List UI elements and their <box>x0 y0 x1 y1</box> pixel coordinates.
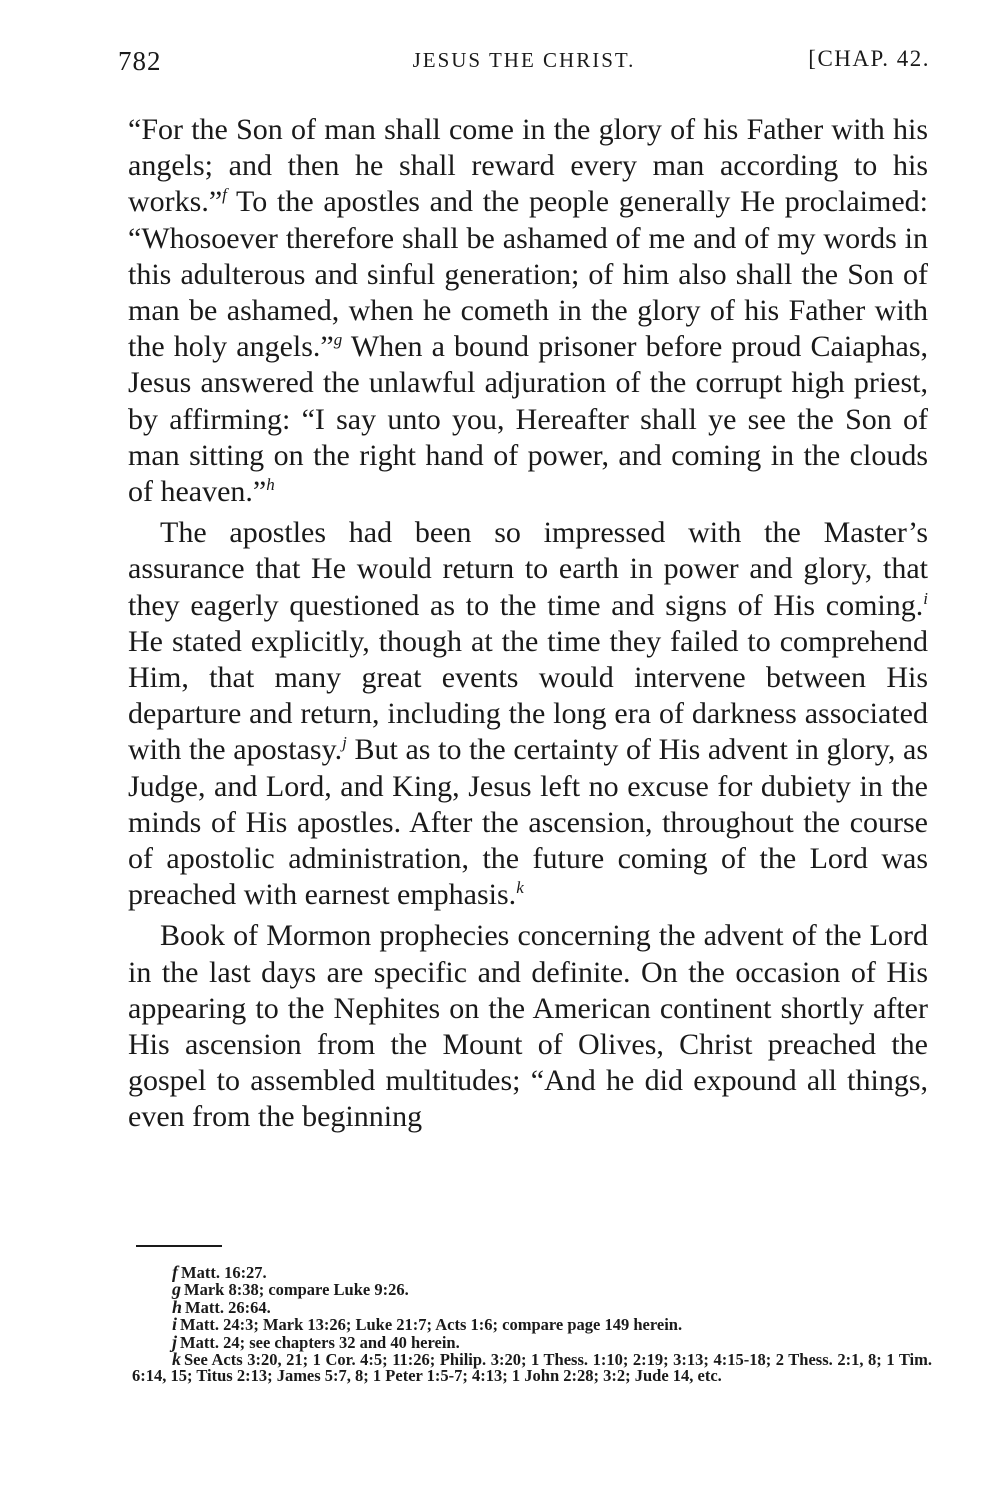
chapter-label: [CHAP. 42. <box>808 46 930 71</box>
footnote-text: Matt. 16:27. <box>181 1263 267 1282</box>
main-text <box>128 112 928 1136</box>
paragraph-text: When a bound prisoner before proud Caiaphas, Jesus answered the unlawful adjuration of the corrupt high priest, by affirming: “I say unto you, Hereafter shall ye see the Son of man sitting on the right hand of power, and coming in the clouds of heaven.” <box>128 330 928 509</box>
page-number: 782 <box>118 46 162 76</box>
paragraph-text: He stated explicitly, though at the time they failed to comprehend Him, that many great events would intervene between His departure and return, including the long era of darkness associated with the apostasy. <box>128 624 928 767</box>
page-header <box>118 46 930 90</box>
footnote-marker: g <box>172 1279 181 1300</box>
footnote-reference[interactable]: h <box>266 475 275 495</box>
footnote-divider <box>136 1245 222 1247</box>
footnote-marker: k <box>172 1349 181 1370</box>
footnote-text: Mark 8:38; compare Luke 9:26. <box>184 1280 409 1300</box>
footnote <box>132 1331 932 1352</box>
paragraph-text: To the apostles and the people generally He proclaimed: “Whosoever therefore shall be ashamed of me and of my words in this adulterous and sinful generation; of him also shall the Son of man be ashamed, when he cometh in the glory of his Father with the holy angels.” <box>128 185 928 364</box>
footnote-marker: j <box>172 1331 178 1352</box>
footnote-marker: f <box>172 1262 178 1282</box>
footnote <box>132 1281 932 1298</box>
footnote-marker: i <box>172 1314 178 1335</box>
footnote <box>132 1316 932 1333</box>
footnote-text: See Acts 3:20, 21; 1 Cor. 4:5; 11:26; Philip. 3:20; 1 Thess. 1:10; 2:19; 3:13; 4:15-18; 2 Thess. 2:1, 8; 1 Tim. 6:14, 15; Titus 2:13; James 5:7, 8; 1 Peter 1:5-7; 4:13; 1 John 2:28; 3:2; Jude 14, etc. <box>132 1350 932 1386</box>
paragraph-text: But as to the certainty of His advent in glory, as Judge, and Lord, and King, Jesus left no excuse for dubiety in the minds of His apostles. After the ascension, throughout the course of apostolic administration, the future coming of the Lord was preached with earnest emphasis. <box>128 733 928 912</box>
footnote-text: Matt. 24; see chapters 32 and 40 herein. <box>180 1332 460 1352</box>
footnote-text: Matt. 26:64. <box>185 1297 271 1317</box>
paragraph <box>128 112 928 510</box>
footnotes <box>132 1264 932 1385</box>
footnote <box>132 1264 932 1281</box>
footnote-reference[interactable]: g <box>333 330 343 350</box>
paragraph-text: “For the Son of man shall come in the glory of his Father with his angels; and then he shall reward every man according to his works.” <box>128 113 928 219</box>
paragraph <box>128 515 928 913</box>
paragraph-text: Book of Mormon prophecies concerning the advent of the Lord in the last days are specific and definite. On the occasion of His appearing to the Nephites on the American continent shortly after His ascension from the Mount of Olives, Christ preached the gospel to assembled multitudes; “And he did expound all things, even from the beginning <box>128 919 928 1134</box>
running-title: JESUS THE CHRIST. <box>412 48 636 72</box>
footnote <box>132 1296 932 1317</box>
footnote-reference[interactable]: f <box>222 185 227 205</box>
paragraph <box>128 918 928 1135</box>
footnote <box>132 1351 932 1385</box>
paragraph-text: The apostles had been so impressed with the Master’s assurance that He would return to earth in power and glory, that they eagerly questioned as to the time and signs of His coming. <box>128 516 928 622</box>
footnote-text: Matt. 24:3; Mark 13:26; Luke 21:7; Acts 1:6; compare page 149 herein. <box>180 1315 683 1335</box>
footnote-marker: h <box>172 1296 183 1317</box>
footnote-reference[interactable]: i <box>923 588 928 608</box>
footnote-reference[interactable]: k <box>516 878 524 898</box>
footnote-reference[interactable]: j <box>342 733 347 753</box>
